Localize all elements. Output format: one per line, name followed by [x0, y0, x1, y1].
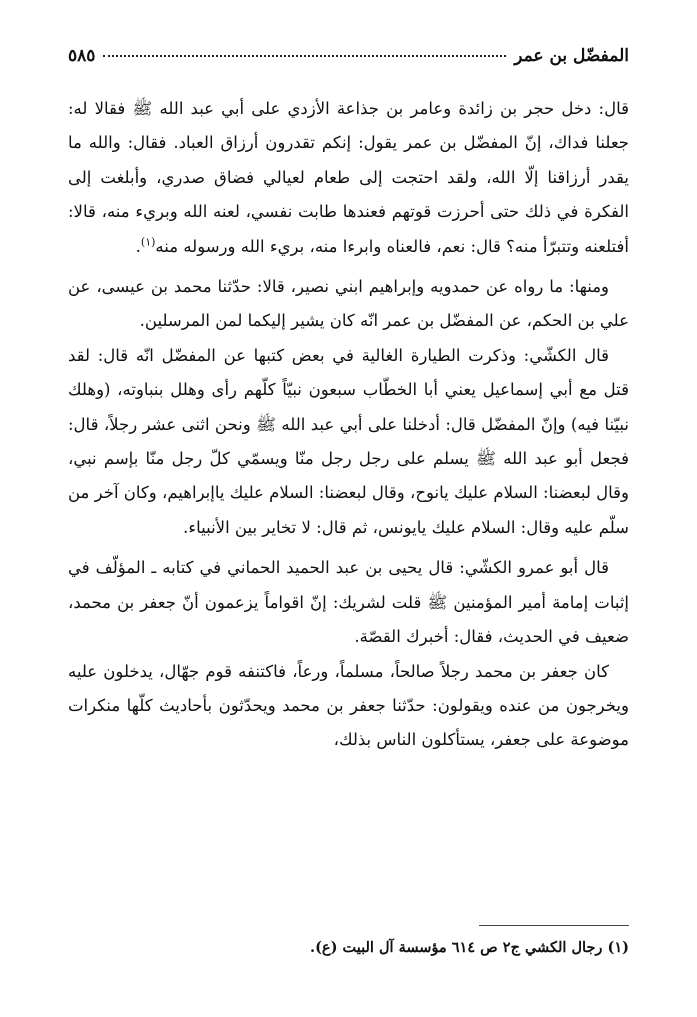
paragraph-1-text: قال: دخل حجر بن زائدة وعامر بن جذاعة الأزدي على أبي عبد الله ﷺ فقالا له: جعلنا فداك، إنّ المفضّل بن عمر يقول: إنكم تقدرون أرزاق العباد. فقال: والله ما يقدر أرزاقنا إلّا الله، ولقد احتجت إلى طعام لعيالي فضاق صدري، وأبلغت إلى الفكرة في ذلك حتى أحرزت قوتهم فعندها طابت نفسي، لعنه الله وبريء منه، قالا: أفتلعنه وتتبرّأ منه؟ قال: نعم، فالعناه وابرءا منه، بريء الله ورسوله منه: [68, 99, 629, 256]
header-dot-leader: [103, 55, 506, 57]
paragraph-5: كان جعفر بن محمد رجلاً صالحاً، مسلماً، ورعاً، فاكتنفه قوم جهّال، يدخلون عليه ويخرجون من عنده ويقولون: حدّثنا جعفر بن محمد ويحدّثون بأحاديث كلّها منكرات موضوعة على جعفر، يستأكلون الناس بذلك،: [68, 661, 629, 750]
footnote-reference: (١): [140, 235, 156, 249]
running-header: [68, 46, 629, 70]
page-number: ٥٨٥: [68, 46, 96, 66]
footnote-divider: [479, 925, 629, 926]
footnote: (١) رجال الكشي ج٢ ص ٦١٤ مؤسسة آل البيت (ع).: [310, 939, 629, 956]
main-text: [68, 92, 629, 758]
paragraph-3: قال الكشّي: وذكرت الطيارة الغالية في بعض كتبها عن المفضّل انّه قال: لقد قتل مع أبي إسماعيل يعني أبا الخطّاب سبعون نبيّاً كلّهم رأى وهلل بنباوته، (وهلك نبيّنا فيه) وإنّ المفضّل قال: أدخلنا على أبي عبد الله ﷺ ونحن اثنى عشر رجلاً، قال: فجعل أبو عبد الله ﷺ يسلم على رجل رجل منّا ويسمّي كلّ رجل منّا بإسم نبي، وقال لبعضنا: السلام عليك يانوح، وقال لبعضنا: السلام عليك ياإبراهيم، وكان آخر من سلّم عليه وقال: السلام عليك يايونس، ثم قال: لا تخاير بين الأنبياء.: [68, 345, 629, 537]
header-title: المفضّل بن عمر: [514, 46, 629, 66]
paragraph-4: قال أبو عمرو الكشّي: قال يحيى بن عبد الحميد الحماني في كتابه ـ المؤلّف في إثبات إمامة أمير المؤمنين ﷺ قلت لشريك: إنّ اقواماً يزعمون أنّ جعفر بن محمد، ضعيف في الحديث، فقال: أخبرك القصّة.: [68, 558, 629, 647]
paragraph-2: ومنها: ما رواه عن حمدويه وإبراهيم ابني نصير، قالا: حدّثنا محمد بن عيسى، عن علي بن الحكم، عن المفضّل بن عمر انّه كان يشير إليكما لمن المرسلين.: [68, 277, 629, 331]
paragraph-1: قال: دخل حجر بن زائدة وعامر بن جذاعة الأزدي على أبي عبد الله ﷺ فقالا له: جعلنا فداك، إنّ المفضّل بن عمر يقول: إنكم تقدرون أرزاق العباد. فقال: والله ما يقدر أرزاقنا إلّا الله، ولقد احتجت إلى طعام لعيالي فضاق صدري، وأبلغت إلى الفكرة في ذلك حتى أحرزت قوتهم فعندها طابت نفسي، لعنه الله وبريء منه، قالا: أفتلعنه وتتبرّأ منه؟ قال: نعم، فالعناه وابرءا منه، بريء الله ورسوله منه$^{(١)}$.: [68, 99, 629, 256]
